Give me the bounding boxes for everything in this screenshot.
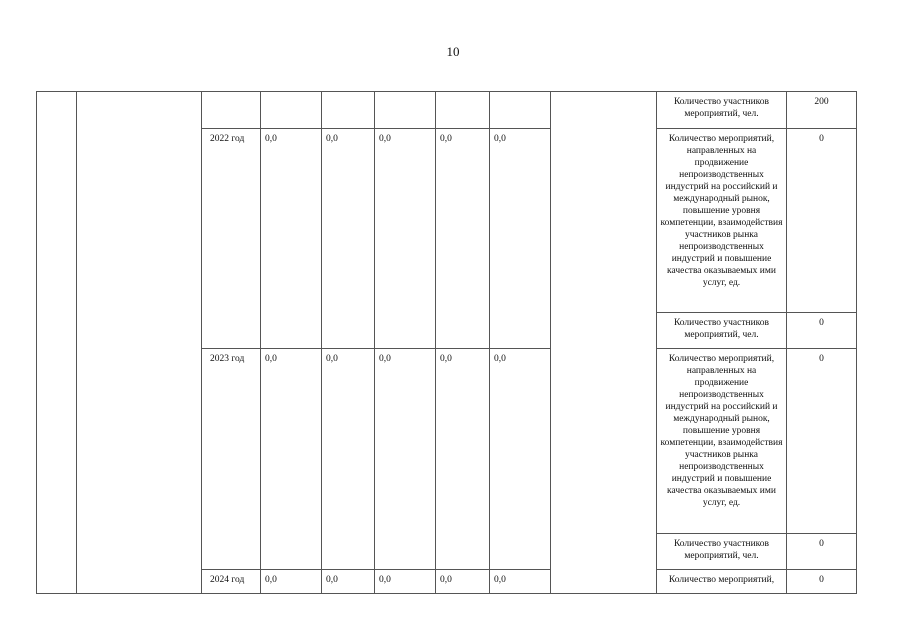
value-cell: 0,0 <box>490 570 551 594</box>
year-cell: 2022 год <box>202 129 261 349</box>
value-cell: 0,0 <box>261 129 322 349</box>
indicator-label: Количество мероприятий, направленных на продвижение непроизводственных индустрий на российский и международный рынок, повышение уровня компетенции, взаимодействия участников рынка непроизводственных индустрий и повышение качества оказываемых ими услуг, ед. <box>657 349 787 534</box>
number-cell <box>37 92 77 594</box>
page-number: 10 <box>446 44 460 59</box>
indicator-value: 0 <box>787 534 857 570</box>
indicator-value: 0 <box>787 349 857 534</box>
value-cell <box>322 92 375 129</box>
year-cell: 2023 год <box>202 349 261 570</box>
value-cell <box>261 92 322 129</box>
year-cell: 2024 год <box>202 570 261 594</box>
indicator-value: 0 <box>787 129 857 313</box>
value-cell <box>490 92 551 129</box>
indicator-label: Количество участников мероприятий, чел. <box>657 92 787 129</box>
value-cell: 0,0 <box>436 129 490 349</box>
value-cell: 0,0 <box>436 349 490 570</box>
value-cell: 0,0 <box>375 129 436 349</box>
value-cell: 0,0 <box>490 349 551 570</box>
value-cell <box>375 92 436 129</box>
value-cell: 0,0 <box>436 570 490 594</box>
value-cell: 0,0 <box>261 349 322 570</box>
value-cell: 0,0 <box>375 349 436 570</box>
indicator-value: 0 <box>787 570 857 594</box>
indicator-label: Количество мероприятий, направленных на продвижение непроизводственных индустрий на российский и международный рынок, повышение уровня компетенции, взаимодействия участников рынка непроизводственных индустрий и повышение качества оказываемых ими услуг, ед. <box>657 129 787 313</box>
executor-cell <box>551 92 657 594</box>
value-cell: 0,0 <box>261 570 322 594</box>
program-table <box>36 91 857 594</box>
value-cell: 0,0 <box>322 570 375 594</box>
year-cell <box>202 92 261 129</box>
value-cell: 0,0 <box>322 129 375 349</box>
indicator-value: 200 <box>787 92 857 129</box>
indicator-value: 0 <box>787 313 857 349</box>
value-cell: 0,0 <box>490 129 551 349</box>
name-cell <box>77 92 202 594</box>
value-cell <box>436 92 490 129</box>
value-cell: 0,0 <box>322 349 375 570</box>
value-cell: 0,0 <box>375 570 436 594</box>
indicator-label: Количество мероприятий, <box>657 570 787 594</box>
indicator-label: Количество участников мероприятий, чел. <box>657 313 787 349</box>
table-row <box>37 92 857 129</box>
indicator-label: Количество участников мероприятий, чел. <box>657 534 787 570</box>
